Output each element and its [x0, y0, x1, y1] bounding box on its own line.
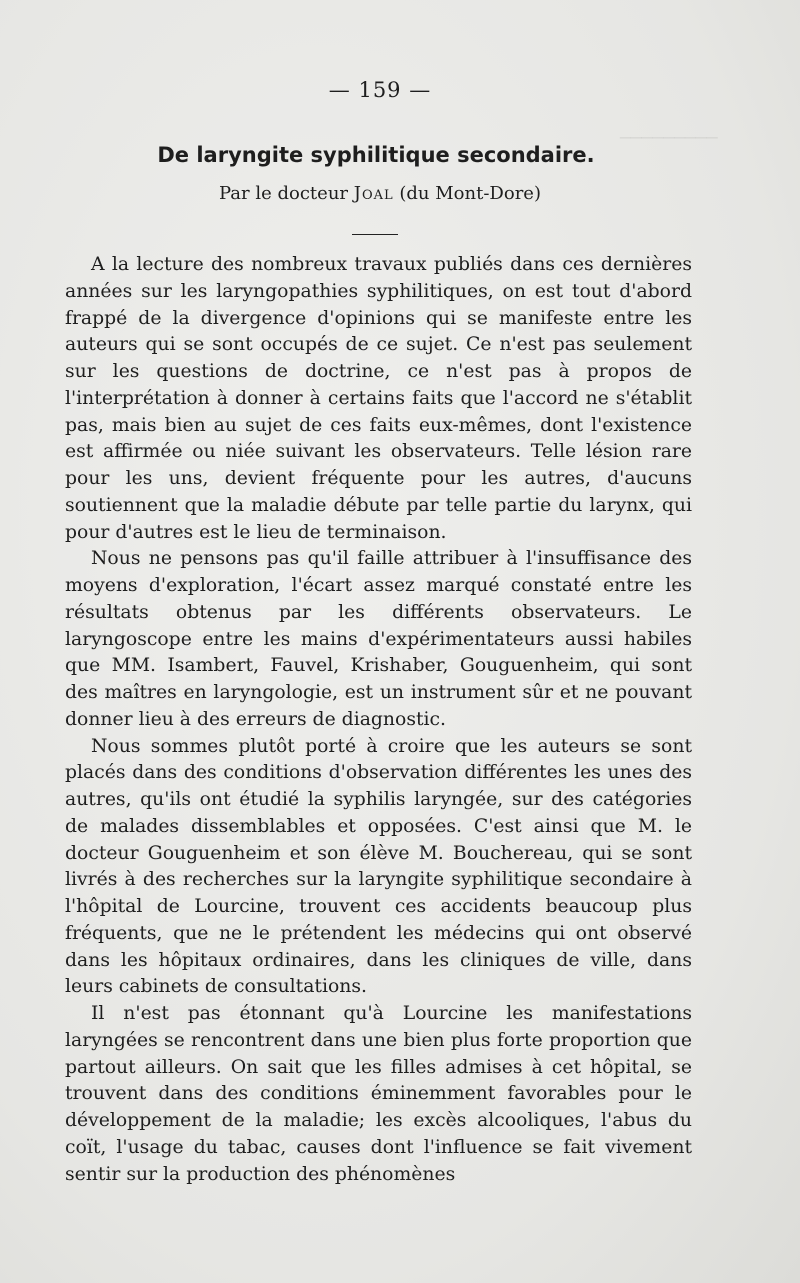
paragraph: Il n'est pas étonnant qu'à Lourcine les manifestations laryngées se rencontrent dans une bien plus forte proportion que partout ailleurs. On sait que les filles admises à cet hôpital, se trouvent dans des conditions éminemment favorables pour le développement de la maladie; les excès alcooliques, l'abus du coït, l'usage du tabac, causes dont l'influence se fait vivement sentir sur la production des phénomènes [65, 1003, 692, 1185]
paragraph: Nous sommes plutôt porté à croire que les auteurs se sont placés dans des conditions d'observation différentes les unes des autres, qu'ils ont étudié la syphilis laryngée, sur des catégories de malades dissemblables et opposées. C'est ainsi que M. le docteur Gouguenheim et son élève M. Bouchereau, qui se sont livrés à des recherches sur la laryngite syphilitique secondaire à l'hôpital de Lourcine, trouvent ces accidents beaucoup plus fréquents, que ne le prétendent les médecins qui ont observé dans les hôpitaux ordinaires, dans les cliniques de ville, dans leurs cabinets de consultations. [65, 735, 692, 998]
paragraph: A la lecture des nombreux travaux publiés dans ces dernières années sur les laryngopathies syphilitiques, on est tout d'abord frappé de la divergence d'opinions qui se manifeste entre les auteurs qui se sont occupés de ce sujet. Ce n'est pas seulement sur les questions de doctrine, ce n'est pas à propos de l'interprétation à donner à certains faits que l'accord ne s'établit pas, mais bien au sujet de ces faits eux-mêmes, dont l'existence est affirmée ou niée suivant les observateurs. Telle lésion rare pour les uns, devient fréquente pour les autres, d'aucuns soutiennent que la maladie débute par telle partie du larynx, qui pour d'autres est le lieu de terminaison. [65, 254, 692, 543]
title-divider [352, 234, 398, 235]
article-body [65, 252, 692, 1188]
page-number: — 159 — [328, 78, 432, 102]
paragraph: Nous ne pensons pas qu'il faille attribuer à l'insuffisance des moyens d'exploration, l'écart assez marqué constaté entre les résultats obtenus par les différents observateurs. Le laryngoscope entre les mains d'expérimentateurs aussi habiles que MM. Isambert, Fauvel, Krishaber, Gouguenheim, qui sont des maîtres en laryngologie, est un instrument sûr et ne pouvant donner lieu à des erreurs de diagnostic. [65, 548, 692, 730]
byline [0, 183, 760, 204]
byline-prefix: Par le docteur [219, 183, 349, 204]
article-title: De laryngite syphilitique secondaire. [157, 143, 595, 167]
bleed-through-text: ───────── [620, 128, 718, 149]
byline-affiliation: (du Mont-Dore) [399, 183, 541, 204]
author-name: Joal [353, 183, 394, 204]
